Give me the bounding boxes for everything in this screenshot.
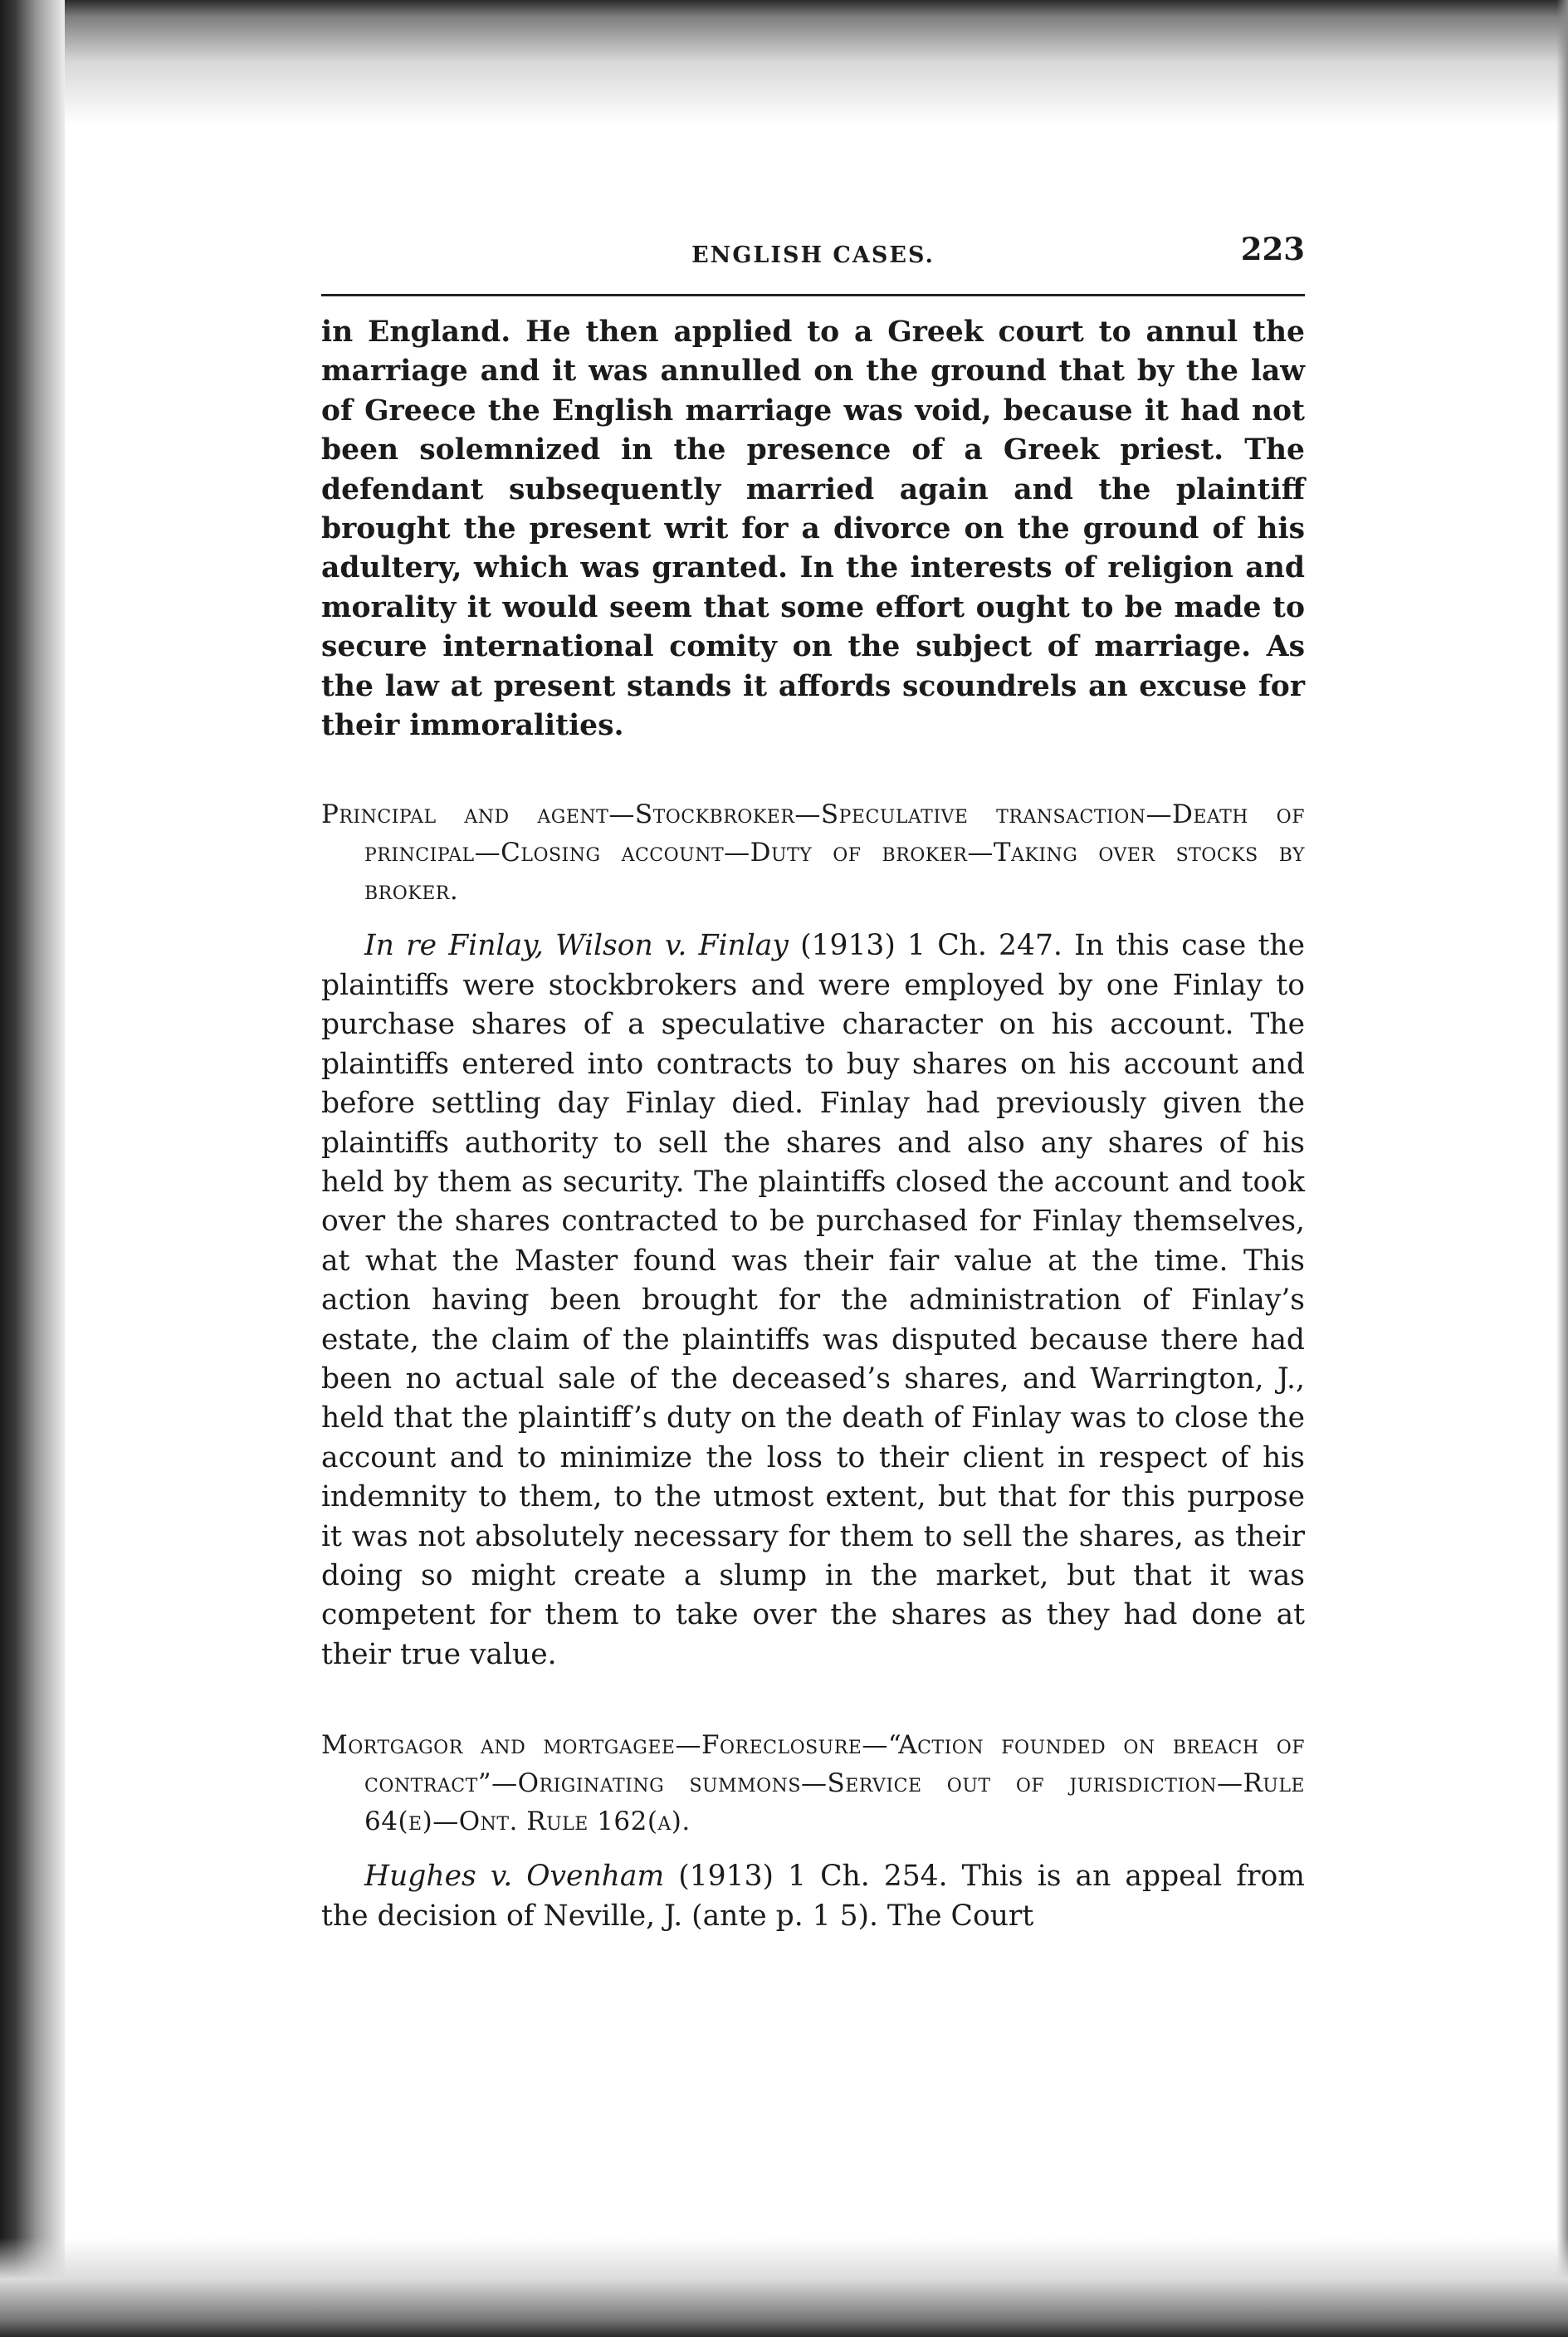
running-head: [321, 224, 1305, 282]
case-body-hughes: This is an appeal from the decision of Neville, J. (ante p. 1 5). The Court: [321, 1860, 1305, 1933]
case-citation-finlay: (1913) 1 Ch. 247.: [788, 929, 1075, 963]
scan-bottom-edge: [0, 2237, 1568, 2337]
running-title: ENGLISH CASES.: [691, 242, 935, 268]
header-rule: [321, 294, 1305, 296]
case-name-finlay: In re Finlay, Wilson v. Finlay: [364, 929, 789, 963]
scan-right-edge: [1556, 0, 1568, 2337]
section-heading-mortgagor: Mortgagor and mortgagee—Foreclosure—“Action founded on breach of contract”—Originating summons—Service out of jurisdiction—Rule 64(e)—Ont. Rule 162(a).: [321, 1730, 1305, 1837]
case-citation-hughes: (1913) 1 Ch. 254.: [664, 1860, 962, 1894]
continuation-paragraph: in England. He then applied to a Greek court to annul the marriage and it was annulled on the ground that by the law of Greece the English marriage was void, because it had not been solemnized in the presence of a Greek priest. The defendant subsequently married again and the plaintiff brought the present writ for a divorce on the ground of his adultery, which was granted. In the interests of religion and morality it would seem that some effort ought to be made to secure international comity on the subject of marriage. As the law at present stands it affords scoundrels an excuse for their immoralities.: [321, 315, 1305, 743]
section-heading-principal-agent: Principal and agent—Stockbroker—Speculative transaction—Death of principal—Closing account—Duty of broker—Taking over stocks by broker.: [321, 799, 1305, 907]
scan-left-edge: [0, 0, 65, 2337]
case-body-finlay: In this case the plaintiffs were stockbrokers and were employed by one Finlay to purchase shares of a speculative character on his account. The plaintiffs entered into contracts to buy shares on his account and before settling day Finlay died. Finlay had previously given the plaintiffs authority to sell the shares and also any shares of his held by them as security. The plaintiffs closed the account and took over the shares contracted to be purchased for Finlay themselves, at what the Master found was their fair value at the time. This action having been brought for the administration of Finlay’s estate, the claim of the plaintiffs was disputed because there had been no actual sale of the deceased’s shares, and Warrington, J., held that the plaintiff’s duty on the death of Finlay was to close the account and to minimize the loss to their client in respect of his indemnity to them, to the utmost extent, but that for this purpose it was not absolutely necessary for them to sell the shares, as their doing so might create a slump in the market, but that it was competent for them to take over the shares as they had done at their true value.: [321, 929, 1305, 1671]
page-number: 223: [1240, 231, 1305, 267]
scan-top-edge: [0, 0, 1568, 125]
case-name-hughes: Hughes v. Ovenham: [364, 1860, 665, 1894]
case-paragraph-finlay: [321, 926, 1305, 1675]
book-page: [321, 224, 1305, 1936]
case-paragraph-hughes: [321, 1857, 1305, 1936]
